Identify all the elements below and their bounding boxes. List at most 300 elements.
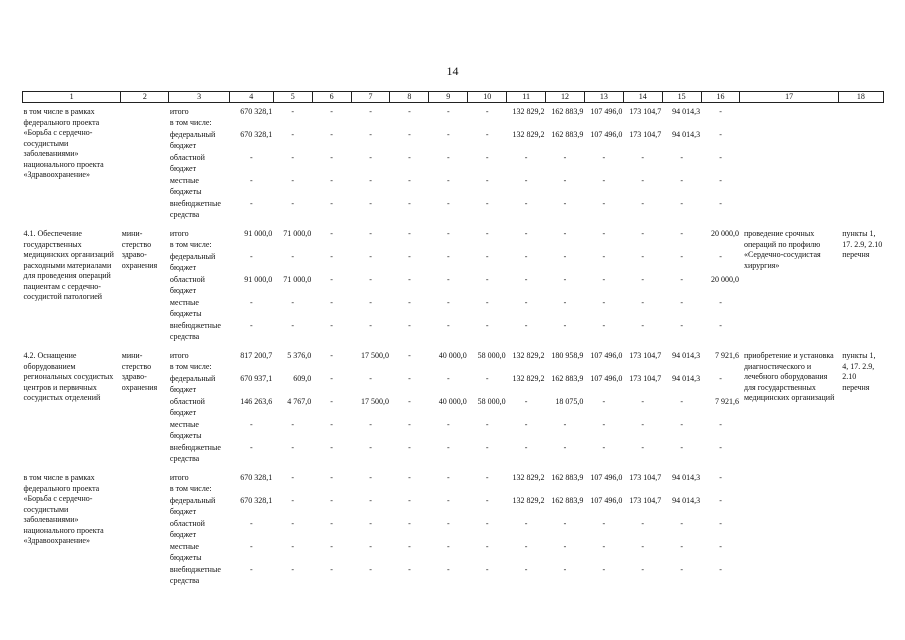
value-cell: - — [524, 565, 528, 574]
value-cell: - — [369, 565, 372, 574]
value-cell: 107 496,0 — [590, 496, 623, 505]
value-cell: - — [291, 496, 295, 505]
value-cell: - — [408, 397, 411, 406]
value-cell: - — [719, 473, 722, 482]
value-cell: - — [563, 321, 567, 330]
value-cell: - — [602, 443, 606, 452]
value-cell: 173 104,7 — [629, 107, 662, 116]
value-cell: - — [524, 153, 528, 162]
value-cell: - — [485, 321, 489, 330]
funding-source — [169, 176, 229, 199]
value-cell: - — [330, 275, 333, 284]
value-cell: - — [408, 298, 411, 307]
value-cell: - — [369, 374, 372, 383]
value-cell: 40 000,0 — [438, 351, 467, 360]
value-cell: - — [563, 176, 567, 185]
funding-source — [169, 321, 229, 344]
reference: пункты 1, 17. 2.9, 2.10 перечня — [842, 229, 883, 259]
value-cell: - — [408, 420, 411, 429]
funding-source-label: итого — [169, 229, 189, 238]
funding-source-incl: в том числе: — [169, 361, 212, 371]
header-cell: 10 — [468, 92, 507, 103]
value-cell: 107 496,0 — [590, 374, 623, 383]
value-cell: - — [249, 298, 253, 307]
value-cell: - — [485, 542, 489, 551]
value-cell: - — [602, 321, 606, 330]
value-cell: - — [602, 176, 606, 185]
value-cell: 132 829,2 — [512, 351, 545, 360]
funding-source — [169, 542, 229, 565]
value-cell: - — [249, 565, 253, 574]
value-cell: 132 829,2 — [512, 130, 545, 139]
funding-source-incl: в том числе: — [169, 239, 212, 249]
value-cell: - — [446, 374, 450, 383]
value-cell: - — [446, 473, 450, 482]
value-cell: - — [641, 420, 645, 429]
value-cell: 146 263,6 — [240, 397, 273, 406]
value-cell: - — [680, 565, 683, 574]
value-cell: - — [524, 519, 528, 528]
value-cell: - — [524, 199, 528, 208]
value-cell: - — [485, 252, 489, 261]
funding-source-label: федеральный бюджет — [169, 130, 216, 150]
value-cell: - — [680, 443, 683, 452]
value-cell: 132 829,2 — [512, 473, 545, 482]
value-cell: - — [330, 252, 333, 261]
value-cell: - — [641, 298, 645, 307]
value-cell: - — [446, 519, 450, 528]
funding-source — [169, 130, 229, 153]
value-cell: - — [408, 275, 411, 284]
value-cell: - — [446, 542, 450, 551]
header-cell: 12 — [546, 92, 585, 103]
table-row — [23, 473, 884, 496]
value-cell: - — [369, 443, 372, 452]
value-cell: - — [446, 229, 450, 238]
value-cell: - — [602, 565, 606, 574]
value-cell: - — [719, 130, 722, 139]
funding-source-incl: в том числе: — [169, 483, 212, 493]
value-cell: - — [408, 473, 411, 482]
value-cell: - — [330, 107, 333, 116]
funding-source — [169, 443, 229, 466]
value-cell: - — [719, 199, 722, 208]
header-cell: 14 — [623, 92, 662, 103]
event-label: в том числе в рамках федерального проекта «Борьба с сердечно-сосудистыми заболеваниями» национального проекта «Здравоохранение» — [23, 473, 104, 545]
value-cell: - — [602, 420, 606, 429]
value-cell: - — [291, 565, 295, 574]
value-cell: - — [330, 496, 333, 505]
funding-source-label: внебюджетные средства — [169, 321, 221, 341]
value-cell: - — [719, 176, 722, 185]
value-cell: - — [369, 107, 372, 116]
value-cell: - — [408, 107, 411, 116]
value-cell: - — [641, 275, 645, 284]
funding-source — [169, 420, 229, 443]
funding-source-label: местные бюджеты — [169, 298, 202, 318]
header-cell: 9 — [429, 92, 468, 103]
responsible-org: мини-стерство здраво-охранения — [121, 351, 158, 392]
financing-table — [22, 91, 884, 588]
value-cell: - — [680, 199, 683, 208]
header-cell: 16 — [701, 92, 740, 103]
value-cell: - — [408, 229, 411, 238]
funding-source-label: внебюджетные средства — [169, 443, 221, 463]
value-cell: 71 000,0 — [283, 275, 312, 284]
value-cell: - — [249, 542, 253, 551]
event-label: в том числе в рамках федерального проекта «Борьба с сердечно-сосудистыми заболеваниями» национального проекта «Здравоохранение» — [23, 107, 104, 179]
value-cell: - — [641, 199, 645, 208]
value-cell: - — [485, 275, 489, 284]
value-cell: - — [408, 176, 411, 185]
responsible-org — [121, 107, 169, 222]
value-cell: - — [485, 519, 489, 528]
funding-source-label: местные бюджеты — [169, 542, 202, 562]
funding-source — [169, 565, 229, 588]
value-cell: - — [291, 542, 295, 551]
value-cell: - — [602, 252, 606, 261]
value-cell: - — [446, 176, 450, 185]
value-cell: 132 829,2 — [512, 496, 545, 505]
value-cell: - — [446, 199, 450, 208]
value-cell: - — [291, 176, 295, 185]
value-cell: 173 104,7 — [629, 130, 662, 139]
funding-source-label: областной бюджет — [169, 153, 205, 173]
header-cell: 7 — [351, 92, 390, 103]
value-cell: - — [641, 252, 645, 261]
value-cell: - — [485, 199, 489, 208]
event-label: 4.1. Обеспечение государственных медицинских организаций расходными материалами для проведения операций пациентам с сердечно-сосудистой патологией — [23, 229, 114, 301]
funding-source-label: федеральный бюджет — [169, 252, 216, 272]
value-cell: - — [563, 199, 567, 208]
funding-source — [169, 153, 229, 176]
responsible-org: мини-стерство здраво-охранения — [121, 229, 158, 270]
value-cell: 5 376,0 — [287, 351, 312, 360]
value-cell: - — [485, 107, 489, 116]
funding-source — [169, 275, 229, 298]
value-cell: - — [680, 519, 683, 528]
value-cell: - — [291, 107, 295, 116]
value-cell: - — [330, 473, 333, 482]
header-cell: 13 — [584, 92, 623, 103]
funding-source — [169, 252, 229, 275]
value-cell: - — [408, 351, 411, 360]
value-cell: - — [719, 420, 722, 429]
reference — [838, 107, 883, 222]
value-cell: - — [641, 176, 645, 185]
value-cell: - — [485, 420, 489, 429]
value-cell: - — [446, 443, 450, 452]
value-cell: - — [408, 496, 411, 505]
value-cell: - — [641, 321, 645, 330]
value-cell: - — [524, 443, 528, 452]
value-cell: - — [446, 496, 450, 505]
table-row — [23, 107, 884, 130]
value-cell: - — [369, 298, 372, 307]
value-cell: 132 829,2 — [512, 374, 545, 383]
value-cell: 58 000,0 — [477, 351, 506, 360]
value-cell: 162 883,9 — [551, 473, 584, 482]
value-cell: - — [330, 130, 333, 139]
header-cell: 11 — [507, 92, 546, 103]
funding-source-label: федеральный бюджет — [169, 496, 216, 516]
value-cell: 7 921,6 — [714, 351, 739, 360]
expected-result: приобретение и установка диагностического и лечебного оборудования для государственных медицинских организаций — [743, 351, 835, 402]
funding-source — [169, 473, 229, 496]
value-cell: 173 104,7 — [629, 473, 662, 482]
value-cell: - — [680, 252, 683, 261]
value-cell: 670 328,1 — [240, 496, 273, 505]
value-cell: - — [563, 298, 567, 307]
value-cell: - — [485, 229, 489, 238]
value-cell: - — [446, 153, 450, 162]
value-cell: 94 014,3 — [672, 473, 701, 482]
value-cell: - — [291, 153, 295, 162]
value-cell: - — [641, 153, 645, 162]
value-cell: - — [291, 420, 295, 429]
value-cell: - — [524, 252, 528, 261]
header-cell: 8 — [390, 92, 429, 103]
value-cell: - — [291, 443, 295, 452]
value-cell: - — [369, 542, 372, 551]
funding-source — [169, 496, 229, 519]
value-cell: 132 829,2 — [512, 107, 545, 116]
value-cell: - — [680, 420, 683, 429]
value-cell: - — [563, 443, 567, 452]
value-cell: - — [369, 496, 372, 505]
value-cell: - — [330, 397, 333, 406]
value-cell: - — [249, 153, 253, 162]
value-cell: - — [408, 565, 411, 574]
value-cell: 91 000,0 — [244, 229, 273, 238]
value-cell: - — [330, 542, 333, 551]
reference: пункты 1, 4, 17. 2.9, 2.10 перечня — [842, 351, 876, 392]
event-label: 4.2. Оснащение оборудованием региональных сосудистых центров и первичных сосудистых отделений — [23, 351, 114, 402]
header-cell: 2 — [121, 92, 169, 103]
value-cell: - — [330, 229, 333, 238]
value-cell: - — [249, 176, 253, 185]
value-cell: - — [330, 443, 333, 452]
value-cell: - — [408, 130, 411, 139]
funding-source-label: итого — [169, 107, 189, 116]
funding-source — [169, 374, 229, 397]
funding-source-label: итого — [169, 351, 189, 360]
value-cell: - — [563, 252, 567, 261]
value-cell: - — [291, 519, 295, 528]
value-cell: - — [680, 321, 683, 330]
header-row — [23, 92, 884, 103]
table-row — [23, 351, 884, 374]
value-cell: - — [719, 565, 722, 574]
value-cell: - — [249, 519, 253, 528]
value-cell: 180 958,9 — [551, 351, 584, 360]
funding-source-label: областной бюджет — [169, 397, 205, 417]
value-cell: - — [408, 199, 411, 208]
value-cell: 17 500,0 — [360, 351, 389, 360]
value-cell: - — [563, 565, 567, 574]
value-cell: - — [330, 374, 333, 383]
value-cell: - — [524, 420, 528, 429]
value-cell: - — [330, 565, 333, 574]
responsible-org — [121, 473, 169, 588]
value-cell: - — [485, 565, 489, 574]
value-cell: - — [680, 542, 683, 551]
page-number: 14 — [446, 64, 459, 78]
value-cell: - — [563, 229, 567, 238]
value-cell: - — [719, 374, 722, 383]
value-cell: 107 496,0 — [590, 351, 623, 360]
value-cell: - — [602, 298, 606, 307]
value-cell: 4 767,0 — [287, 397, 312, 406]
value-cell: 817 200,7 — [240, 351, 273, 360]
value-cell: - — [524, 275, 528, 284]
funding-source-incl: в том числе: — [169, 117, 212, 127]
value-cell: - — [408, 443, 411, 452]
expected-result — [740, 107, 838, 222]
value-cell: - — [330, 176, 333, 185]
value-cell: - — [485, 298, 489, 307]
value-cell: - — [369, 519, 372, 528]
value-cell: - — [446, 275, 450, 284]
value-cell: - — [291, 298, 295, 307]
value-cell: - — [719, 298, 722, 307]
value-cell: 71 000,0 — [283, 229, 312, 238]
funding-source-label: местные бюджеты — [169, 176, 202, 196]
value-cell: 94 014,3 — [672, 351, 701, 360]
expected-result — [740, 473, 838, 588]
value-cell: 58 000,0 — [477, 397, 506, 406]
value-cell: 20 000,0 — [710, 229, 739, 238]
value-cell: - — [680, 275, 683, 284]
value-cell: - — [446, 130, 450, 139]
value-cell: - — [524, 321, 528, 330]
value-cell: 107 496,0 — [590, 473, 623, 482]
value-cell: - — [641, 565, 645, 574]
value-cell: - — [369, 275, 372, 284]
value-cell: - — [563, 542, 567, 551]
value-cell: - — [249, 321, 253, 330]
funding-source — [169, 351, 229, 374]
value-cell: 94 014,3 — [672, 374, 701, 383]
value-cell: - — [369, 420, 372, 429]
value-cell: 670 328,1 — [240, 107, 273, 116]
value-cell: - — [330, 321, 333, 330]
value-cell: 609,0 — [293, 374, 312, 383]
value-cell: - — [291, 473, 295, 482]
value-cell: - — [408, 252, 411, 261]
value-cell: 94 014,3 — [672, 496, 701, 505]
value-cell: - — [249, 199, 253, 208]
value-cell: 94 014,3 — [672, 130, 701, 139]
funding-source-label: областной бюджет — [169, 275, 205, 295]
value-cell: - — [330, 199, 333, 208]
value-cell: - — [369, 176, 372, 185]
value-cell: - — [602, 199, 606, 208]
value-cell: - — [446, 321, 450, 330]
value-cell: - — [602, 542, 606, 551]
funding-source-label: федеральный бюджет — [169, 374, 216, 394]
value-cell: - — [641, 397, 645, 406]
value-cell: - — [641, 229, 645, 238]
value-cell: - — [602, 275, 606, 284]
funding-source-label: внебюджетные средства — [169, 565, 221, 585]
value-cell: - — [680, 153, 683, 162]
funding-source — [169, 199, 229, 222]
value-cell: - — [408, 374, 411, 383]
value-cell: - — [485, 130, 489, 139]
value-cell: 162 883,9 — [551, 107, 584, 116]
header-cell: 5 — [273, 92, 312, 103]
value-cell: - — [602, 397, 606, 406]
funding-source — [169, 519, 229, 542]
value-cell: - — [719, 107, 722, 116]
value-cell: - — [249, 420, 253, 429]
funding-source — [169, 107, 229, 130]
header-cell: 1 — [23, 92, 121, 103]
value-cell: - — [330, 351, 333, 360]
value-cell: - — [408, 153, 411, 162]
value-cell: 94 014,3 — [672, 107, 701, 116]
reference — [838, 473, 883, 588]
value-cell: - — [680, 229, 683, 238]
funding-source — [169, 298, 229, 321]
value-cell: 173 104,7 — [629, 351, 662, 360]
value-cell: - — [680, 298, 683, 307]
value-cell: - — [369, 229, 372, 238]
value-cell: - — [719, 153, 722, 162]
value-cell: - — [330, 420, 333, 429]
header-cell: 18 — [838, 92, 883, 103]
value-cell: - — [408, 321, 411, 330]
value-cell: - — [524, 542, 528, 551]
value-cell: 162 883,9 — [551, 374, 584, 383]
value-cell: - — [446, 107, 450, 116]
value-cell: - — [330, 153, 333, 162]
value-cell: - — [563, 153, 567, 162]
value-cell: - — [249, 443, 253, 452]
value-cell: - — [485, 176, 489, 185]
value-cell: - — [602, 519, 606, 528]
value-cell: - — [524, 397, 528, 406]
value-cell: - — [719, 542, 722, 551]
value-cell: - — [408, 542, 411, 551]
header-cell: 6 — [312, 92, 351, 103]
value-cell: - — [485, 496, 489, 505]
value-cell: 107 496,0 — [590, 107, 623, 116]
header-cell: 15 — [662, 92, 701, 103]
value-cell: - — [719, 443, 722, 452]
value-cell: - — [330, 519, 333, 528]
value-cell: - — [369, 130, 372, 139]
value-cell: 173 104,7 — [629, 496, 662, 505]
value-cell: - — [446, 420, 450, 429]
value-cell: - — [563, 420, 567, 429]
value-cell: - — [485, 473, 489, 482]
funding-source-label: внебюджетные средства — [169, 199, 221, 219]
value-cell: - — [641, 542, 645, 551]
value-cell: - — [563, 519, 567, 528]
value-cell: 162 883,9 — [551, 496, 584, 505]
header-cell: 17 — [740, 92, 838, 103]
value-cell: 107 496,0 — [590, 130, 623, 139]
value-cell: - — [485, 153, 489, 162]
funding-source-label: итого — [169, 473, 189, 482]
value-cell: 670 328,1 — [240, 473, 273, 482]
value-cell: 91 000,0 — [244, 275, 273, 284]
value-cell: - — [291, 130, 295, 139]
header-cell: 3 — [169, 92, 229, 103]
value-cell: - — [524, 298, 528, 307]
